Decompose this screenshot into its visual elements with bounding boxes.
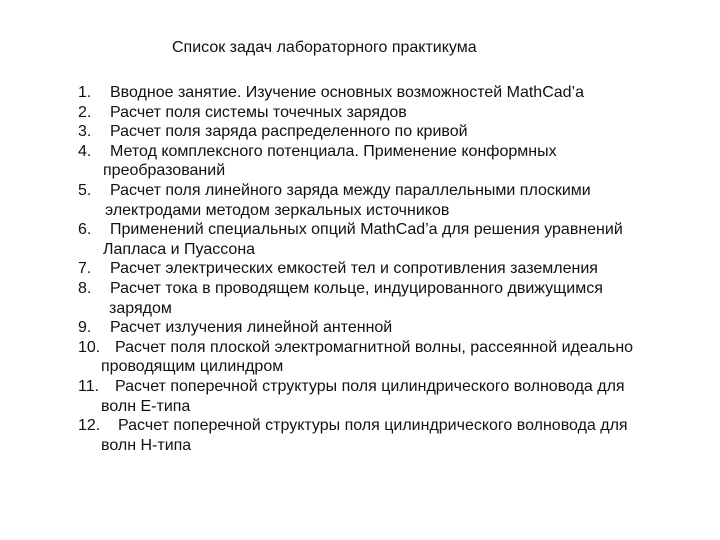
item-number: 8. [78,279,92,297]
item-text: Расчет поперечной структуры поля цилиндрического волновода для [115,377,625,395]
item-text: Расчет электрических емкостей тел и сопротивления заземления [110,260,598,278]
item-number: 4. [78,142,92,160]
item-text: Расчет поля линейного заряда между параллельными плоскими [110,181,591,199]
item-text: Вводное занятие. Изучение основных возможностей MathCad’a [110,84,584,101]
item-number: 5. [78,181,92,199]
item-text-continuation: волн Е-типа [101,397,191,415]
list-item [78,122,708,142]
item-text-continuation: зарядом [109,299,172,317]
list-item [78,377,708,416]
item-text-continuation: электродами методом зеркальных источников [105,201,450,219]
list-item [78,142,708,181]
list-item [78,279,708,318]
item-number: 7. [78,260,92,278]
item-text-continuation: преобразований [103,162,226,180]
item-number: 11. [78,377,100,395]
item-text: Расчет излучения линейной антенной [110,319,393,337]
list-item [78,259,708,279]
list-item [78,83,708,103]
item-text-continuation: волн Н-типа [101,436,192,454]
task-list [78,83,708,455]
page-title: Список задач лабораторного практикума [172,39,477,56]
list-item [78,318,708,338]
item-text: Расчет поперечной структуры поля цилиндрического волновода для [118,417,628,435]
list-item [78,103,708,123]
item-text: Расчет поля заряда распределенного по кривой [110,123,468,141]
item-number: 6. [78,221,92,239]
list-item [78,181,708,220]
item-number: 2. [78,103,92,121]
item-number: 10. [78,338,101,356]
item-number: 1. [78,84,92,101]
list-item [78,220,708,259]
item-number: 12. [78,417,101,435]
item-text: Метод комплексного потенциала. Применение конформных [110,142,557,160]
item-text: Расчет тока в проводящем кольце, индуцированного движущимся [110,279,603,297]
item-text-continuation: Лапласа и Пуассона [103,240,256,258]
item-text: Расчет поля системы точечных зарядов [110,103,407,121]
list-item [78,338,708,377]
list-item [78,416,708,455]
item-number: 9. [78,319,92,337]
item-text-continuation: проводящим цилиндром [101,358,284,376]
item-text: Применений специальных опций MathCad’a для решения уравнений [110,221,623,239]
item-text: Расчет поля плоской электромагнитной волны, рассеянной идеально [115,338,634,356]
item-number: 3. [78,123,92,141]
